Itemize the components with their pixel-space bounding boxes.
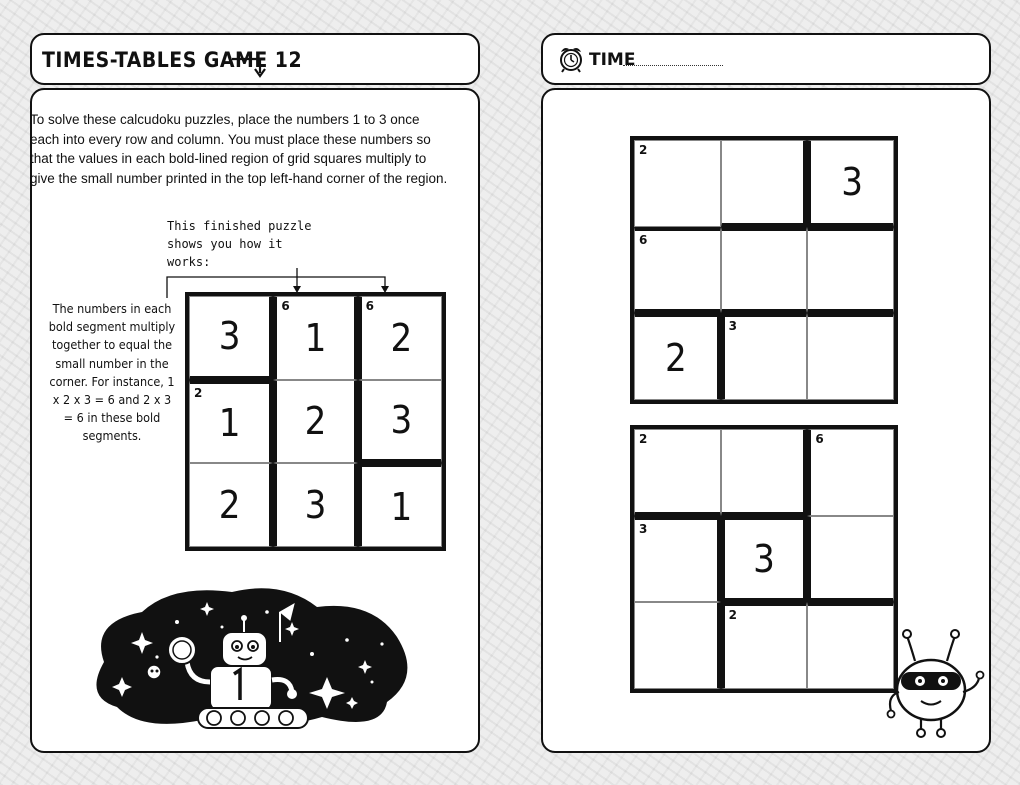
instructions-text: To solve these calcudoku puzzles, place the numbers 1 to 3 once each into every row and column. You must place these numbers so that the values in each bold-lined region of grid squares multiply to give the small number printed in the top left-hand corner of the region. — [30, 112, 448, 186]
grid-cell[interactable]: 2 — [634, 429, 721, 516]
grid-cell[interactable]: 3 — [721, 516, 808, 603]
grid-cell[interactable] — [634, 602, 721, 689]
grid-cell: 2 — [273, 380, 357, 464]
grid-cell[interactable]: 3 — [807, 140, 894, 227]
page-title: TIMES-TABLES GAME 12 — [42, 48, 303, 72]
puzzle-grid-1 — [630, 136, 898, 404]
grid-cell: 3 — [358, 380, 442, 464]
grid-cell: 2 1 — [189, 380, 273, 464]
grid-cell[interactable] — [807, 227, 894, 314]
grid-cell[interactable]: 2 — [634, 313, 721, 400]
time-bar — [541, 33, 991, 85]
right-down-arrow-icon — [230, 53, 270, 79]
puzzle-grid-2 — [630, 425, 898, 693]
example-caption: This finished puzzle shows you how it works: — [167, 219, 312, 269]
grid-cell[interactable]: 2 — [634, 140, 721, 227]
grid-cell: 2 — [189, 463, 273, 547]
grid-cell[interactable] — [721, 227, 808, 314]
time-label: TIME — [589, 50, 636, 70]
grid-cell[interactable]: 3 — [634, 516, 721, 603]
page-title-bar — [30, 33, 480, 85]
grid-cell: 3 — [189, 296, 273, 380]
grid-cell[interactable] — [807, 313, 894, 400]
side-note: The numbers in each bold segment multiply together to equal the small number in the corner. For instance, 1 x 2 x 3 = 6 and 2 x 3 = 6 in these bold segments. — [48, 301, 176, 444]
grid-cell[interactable] — [721, 429, 808, 516]
alarm-clock-icon — [557, 44, 585, 74]
grid-cell[interactable] — [721, 140, 808, 227]
grid-cell[interactable] — [807, 602, 894, 689]
robot-rover-illustration — [82, 582, 417, 737]
grid-cell: 6 1 — [273, 296, 357, 380]
grid-cell[interactable]: 3 — [721, 313, 808, 400]
robot-mascot-illustration — [885, 626, 985, 741]
time-entry-line[interactable] — [623, 65, 723, 66]
grid-cell[interactable] — [807, 516, 894, 603]
grid-cell[interactable]: 6 — [807, 429, 894, 516]
grid-cell: 6 2 — [358, 296, 442, 380]
example-grid — [185, 292, 446, 551]
grid-cell[interactable]: 2 — [721, 602, 808, 689]
grid-cell[interactable]: 6 — [634, 227, 721, 314]
grid-cell: 1 — [358, 463, 442, 547]
grid-cell: 3 — [273, 463, 357, 547]
